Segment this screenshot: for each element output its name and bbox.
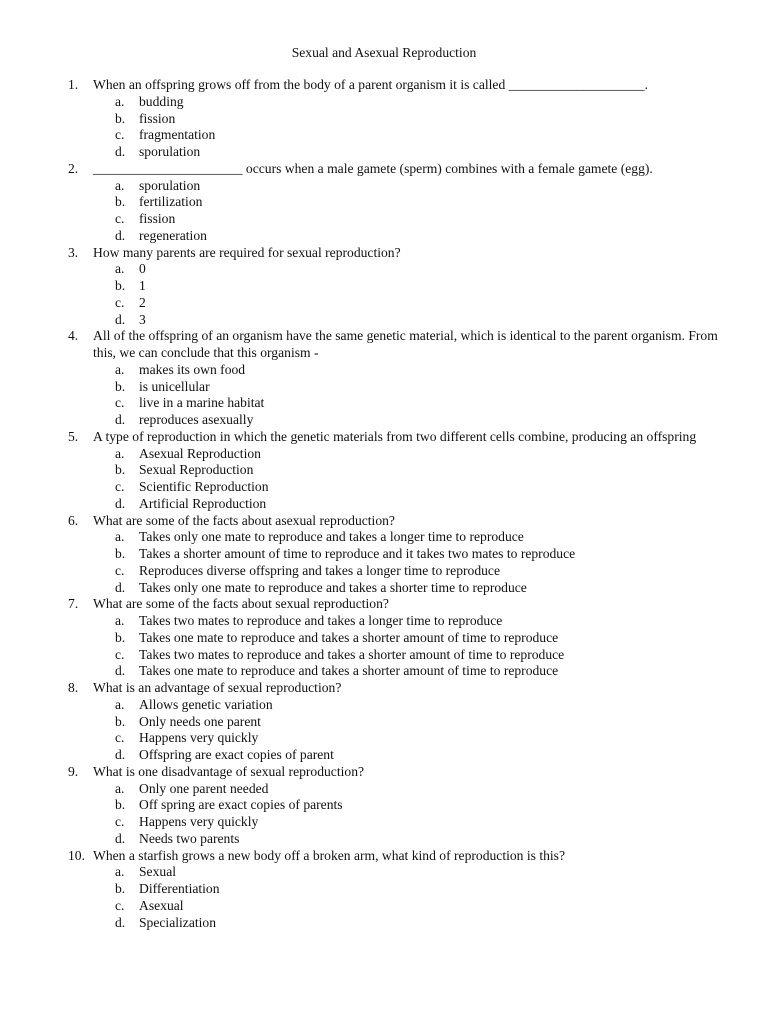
question-number: 10.	[68, 847, 85, 863]
question-number: 8.	[68, 680, 79, 695]
option-text: regeneration	[139, 227, 207, 243]
question-text: What are some of the facts about sexual reproduction?	[93, 596, 389, 612]
question-number: 7.	[68, 596, 79, 612]
option-letter: a.	[115, 613, 125, 628]
option-letter: b.	[115, 462, 126, 478]
question-item	[0, 245, 768, 329]
option-text: Takes only one mate to reproduce and takes a longer time to reproduce	[139, 529, 524, 545]
question-line	[0, 77, 768, 94]
option-text: Takes one mate to reproduce and takes a shorter amount of time to reproduce	[139, 629, 559, 645]
option-text: Specialization	[139, 914, 217, 930]
question-line	[0, 848, 768, 865]
answer-option	[0, 831, 768, 848]
option-letter: d.	[115, 412, 126, 427]
option-letter: c.	[115, 562, 125, 578]
answer-option	[0, 613, 768, 630]
option-letter: c.	[115, 294, 125, 310]
question-line	[0, 245, 768, 262]
answer-option	[0, 395, 768, 412]
option-letter: c.	[115, 897, 125, 913]
answer-option	[0, 864, 768, 881]
question-text: How many parents are required for sexual reproduction?	[93, 244, 401, 260]
option-letter: a.	[115, 445, 125, 461]
question-item	[0, 764, 768, 848]
answer-options	[0, 362, 768, 429]
question-text: ______________________ occurs when a male gamete (sperm) combines with a female gamete (egg).	[93, 160, 653, 176]
answer-option	[0, 295, 768, 312]
option-text: Takes one mate to reproduce and takes a shorter amount of time to reproduce	[139, 663, 559, 679]
option-text: 3	[139, 311, 146, 327]
answer-options	[0, 94, 768, 161]
option-text: Only needs one parent	[139, 713, 261, 729]
option-text: fission	[139, 211, 176, 226]
question-text: When an offspring grows off from the body of a parent organism it is called ____________________.	[93, 77, 648, 92]
answer-option	[0, 362, 768, 379]
option-letter: a.	[115, 529, 125, 545]
answer-option	[0, 446, 768, 463]
option-letter: b.	[115, 278, 126, 293]
option-text: Takes two mates to reproduce and takes a shorter amount of time to reproduce	[139, 646, 565, 662]
answer-option	[0, 496, 768, 513]
answer-option	[0, 563, 768, 580]
answer-option	[0, 111, 768, 128]
answer-option	[0, 630, 768, 647]
answer-options	[0, 613, 768, 680]
option-text: Differentiation	[139, 881, 220, 896]
option-letter: a.	[115, 864, 125, 880]
answer-option	[0, 94, 768, 111]
question-text: All of the offspring of an organism have the same genetic material, which is identical to the parent organism. From this, we can conclude that this organism -	[93, 328, 718, 360]
page-title: Sexual and Asexual Reproduction	[291, 45, 477, 60]
answer-option	[0, 211, 768, 228]
answer-option	[0, 580, 768, 597]
answer-option	[0, 178, 768, 195]
question-number: 2.	[68, 160, 79, 176]
answer-option	[0, 127, 768, 144]
option-text: Happens very quickly	[139, 814, 259, 829]
answer-option	[0, 781, 768, 798]
option-letter: c.	[115, 814, 125, 829]
answer-option	[0, 278, 768, 295]
option-letter: b.	[115, 546, 126, 561]
question-line	[0, 429, 768, 446]
option-text: fertilization	[139, 194, 203, 210]
option-text: Sexual	[139, 864, 176, 880]
question-line	[0, 764, 768, 781]
answer-option	[0, 379, 768, 396]
option-text: is unicellular	[139, 378, 210, 394]
option-text: Sexual Reproduction	[139, 462, 254, 478]
answer-option	[0, 144, 768, 161]
question-number: 6.	[68, 512, 79, 528]
answer-options	[0, 864, 768, 931]
option-text: Takes two mates to reproduce and takes a longer time to reproduce	[139, 613, 503, 628]
question-item	[0, 848, 768, 932]
question-number: 3.	[68, 244, 79, 260]
question-item	[0, 513, 768, 597]
answer-option	[0, 663, 768, 680]
answer-options	[0, 697, 768, 764]
option-text: makes its own food	[139, 361, 246, 377]
option-letter: c.	[115, 646, 125, 662]
question-line	[0, 596, 768, 613]
option-letter: c.	[115, 127, 125, 143]
option-letter: d.	[115, 663, 126, 679]
option-text: fission	[139, 110, 176, 126]
question-item	[0, 328, 768, 429]
option-letter: c.	[115, 479, 125, 494]
answer-option	[0, 312, 768, 329]
option-text: live in a marine habitat	[139, 395, 265, 411]
option-text: Reproduces diverse offspring and takes a longer time to reproduce	[139, 562, 500, 578]
answer-option	[0, 697, 768, 714]
option-letter: d.	[115, 144, 126, 159]
question-line	[0, 328, 768, 362]
option-letter: b.	[115, 797, 126, 813]
answer-options	[0, 446, 768, 513]
option-letter: b.	[115, 194, 126, 210]
option-text: Off spring are exact copies of parents	[139, 797, 343, 813]
option-letter: a.	[115, 361, 125, 377]
answer-option	[0, 730, 768, 747]
option-letter: a.	[115, 93, 125, 109]
option-text: Takes only one mate to reproduce and takes a shorter time to reproduce	[139, 579, 527, 595]
answer-option	[0, 898, 768, 915]
question-text: What are some of the facts about asexual reproduction?	[93, 512, 395, 528]
option-text: 1	[139, 278, 146, 293]
option-letter: d.	[115, 830, 126, 846]
option-letter: d.	[115, 495, 126, 511]
answer-option	[0, 462, 768, 479]
option-text: reproduces asexually	[139, 412, 254, 427]
option-text: Takes a shorter amount of time to reproduce and it takes two mates to reproduce	[139, 546, 576, 561]
option-text: sporulation	[139, 177, 201, 193]
answer-option	[0, 881, 768, 898]
option-text: Allows genetic variation	[139, 696, 273, 712]
option-letter: d.	[115, 579, 126, 595]
question-number: 1.	[68, 77, 79, 92]
option-text: Scientific Reproduction	[139, 479, 269, 494]
option-letter: a.	[115, 780, 125, 796]
question-line	[0, 161, 768, 178]
option-text: budding	[139, 93, 184, 109]
answer-option	[0, 546, 768, 563]
option-letter: d.	[115, 311, 126, 327]
option-text: Asexual	[139, 897, 184, 913]
question-line	[0, 513, 768, 530]
option-letter: a.	[115, 177, 125, 193]
answer-option	[0, 797, 768, 814]
answer-options	[0, 781, 768, 848]
question-text: A type of reproduction in which the genetic materials from two different cells combine, producing an offspring	[93, 428, 697, 444]
answer-option	[0, 261, 768, 278]
option-letter: a.	[115, 261, 125, 277]
answer-options	[0, 178, 768, 245]
question-number: 5.	[68, 428, 79, 444]
question-item	[0, 77, 768, 161]
question-item	[0, 161, 768, 245]
option-text: fragmentation	[139, 127, 216, 143]
option-letter: c.	[115, 395, 125, 411]
option-letter: c.	[115, 730, 125, 746]
option-letter: b.	[115, 378, 126, 394]
question-number: 9.	[68, 763, 79, 779]
question-list	[0, 77, 768, 931]
answer-options	[0, 529, 768, 596]
answer-option	[0, 479, 768, 496]
question-text: When a starfish grows a new body off a broken arm, what kind of reproduction is this?	[93, 847, 566, 863]
question-item	[0, 429, 768, 513]
option-letter: d.	[115, 747, 126, 762]
answer-option	[0, 915, 768, 932]
question-item	[0, 596, 768, 680]
option-letter: b.	[115, 110, 126, 126]
answer-option	[0, 747, 768, 764]
answer-option	[0, 647, 768, 664]
option-letter: b.	[115, 881, 126, 896]
option-text: 2	[139, 294, 146, 310]
option-text: Artificial Reproduction	[139, 495, 267, 511]
question-text: What is an advantage of sexual reproduction?	[93, 680, 342, 695]
answer-option	[0, 194, 768, 211]
option-text: Offspring are exact copies of parent	[139, 747, 334, 762]
option-letter: b.	[115, 713, 126, 729]
answer-option	[0, 412, 768, 429]
answer-option	[0, 714, 768, 731]
option-letter: b.	[115, 629, 126, 645]
answer-option	[0, 529, 768, 546]
option-text: 0	[139, 261, 146, 277]
option-letter: d.	[115, 914, 126, 930]
option-letter: d.	[115, 227, 126, 243]
option-text: sporulation	[139, 144, 201, 159]
answer-option	[0, 228, 768, 245]
option-letter: c.	[115, 211, 125, 226]
answer-options	[0, 261, 768, 328]
option-text: Happens very quickly	[139, 730, 259, 746]
question-item	[0, 680, 768, 764]
option-text: Needs two parents	[139, 830, 240, 846]
option-text: Only one parent needed	[139, 780, 269, 796]
question-line	[0, 680, 768, 697]
answer-option	[0, 814, 768, 831]
question-text: What is one disadvantage of sexual reproduction?	[93, 763, 365, 779]
option-text: Asexual Reproduction	[139, 445, 261, 461]
option-letter: a.	[115, 696, 125, 712]
question-number: 4.	[68, 328, 79, 344]
